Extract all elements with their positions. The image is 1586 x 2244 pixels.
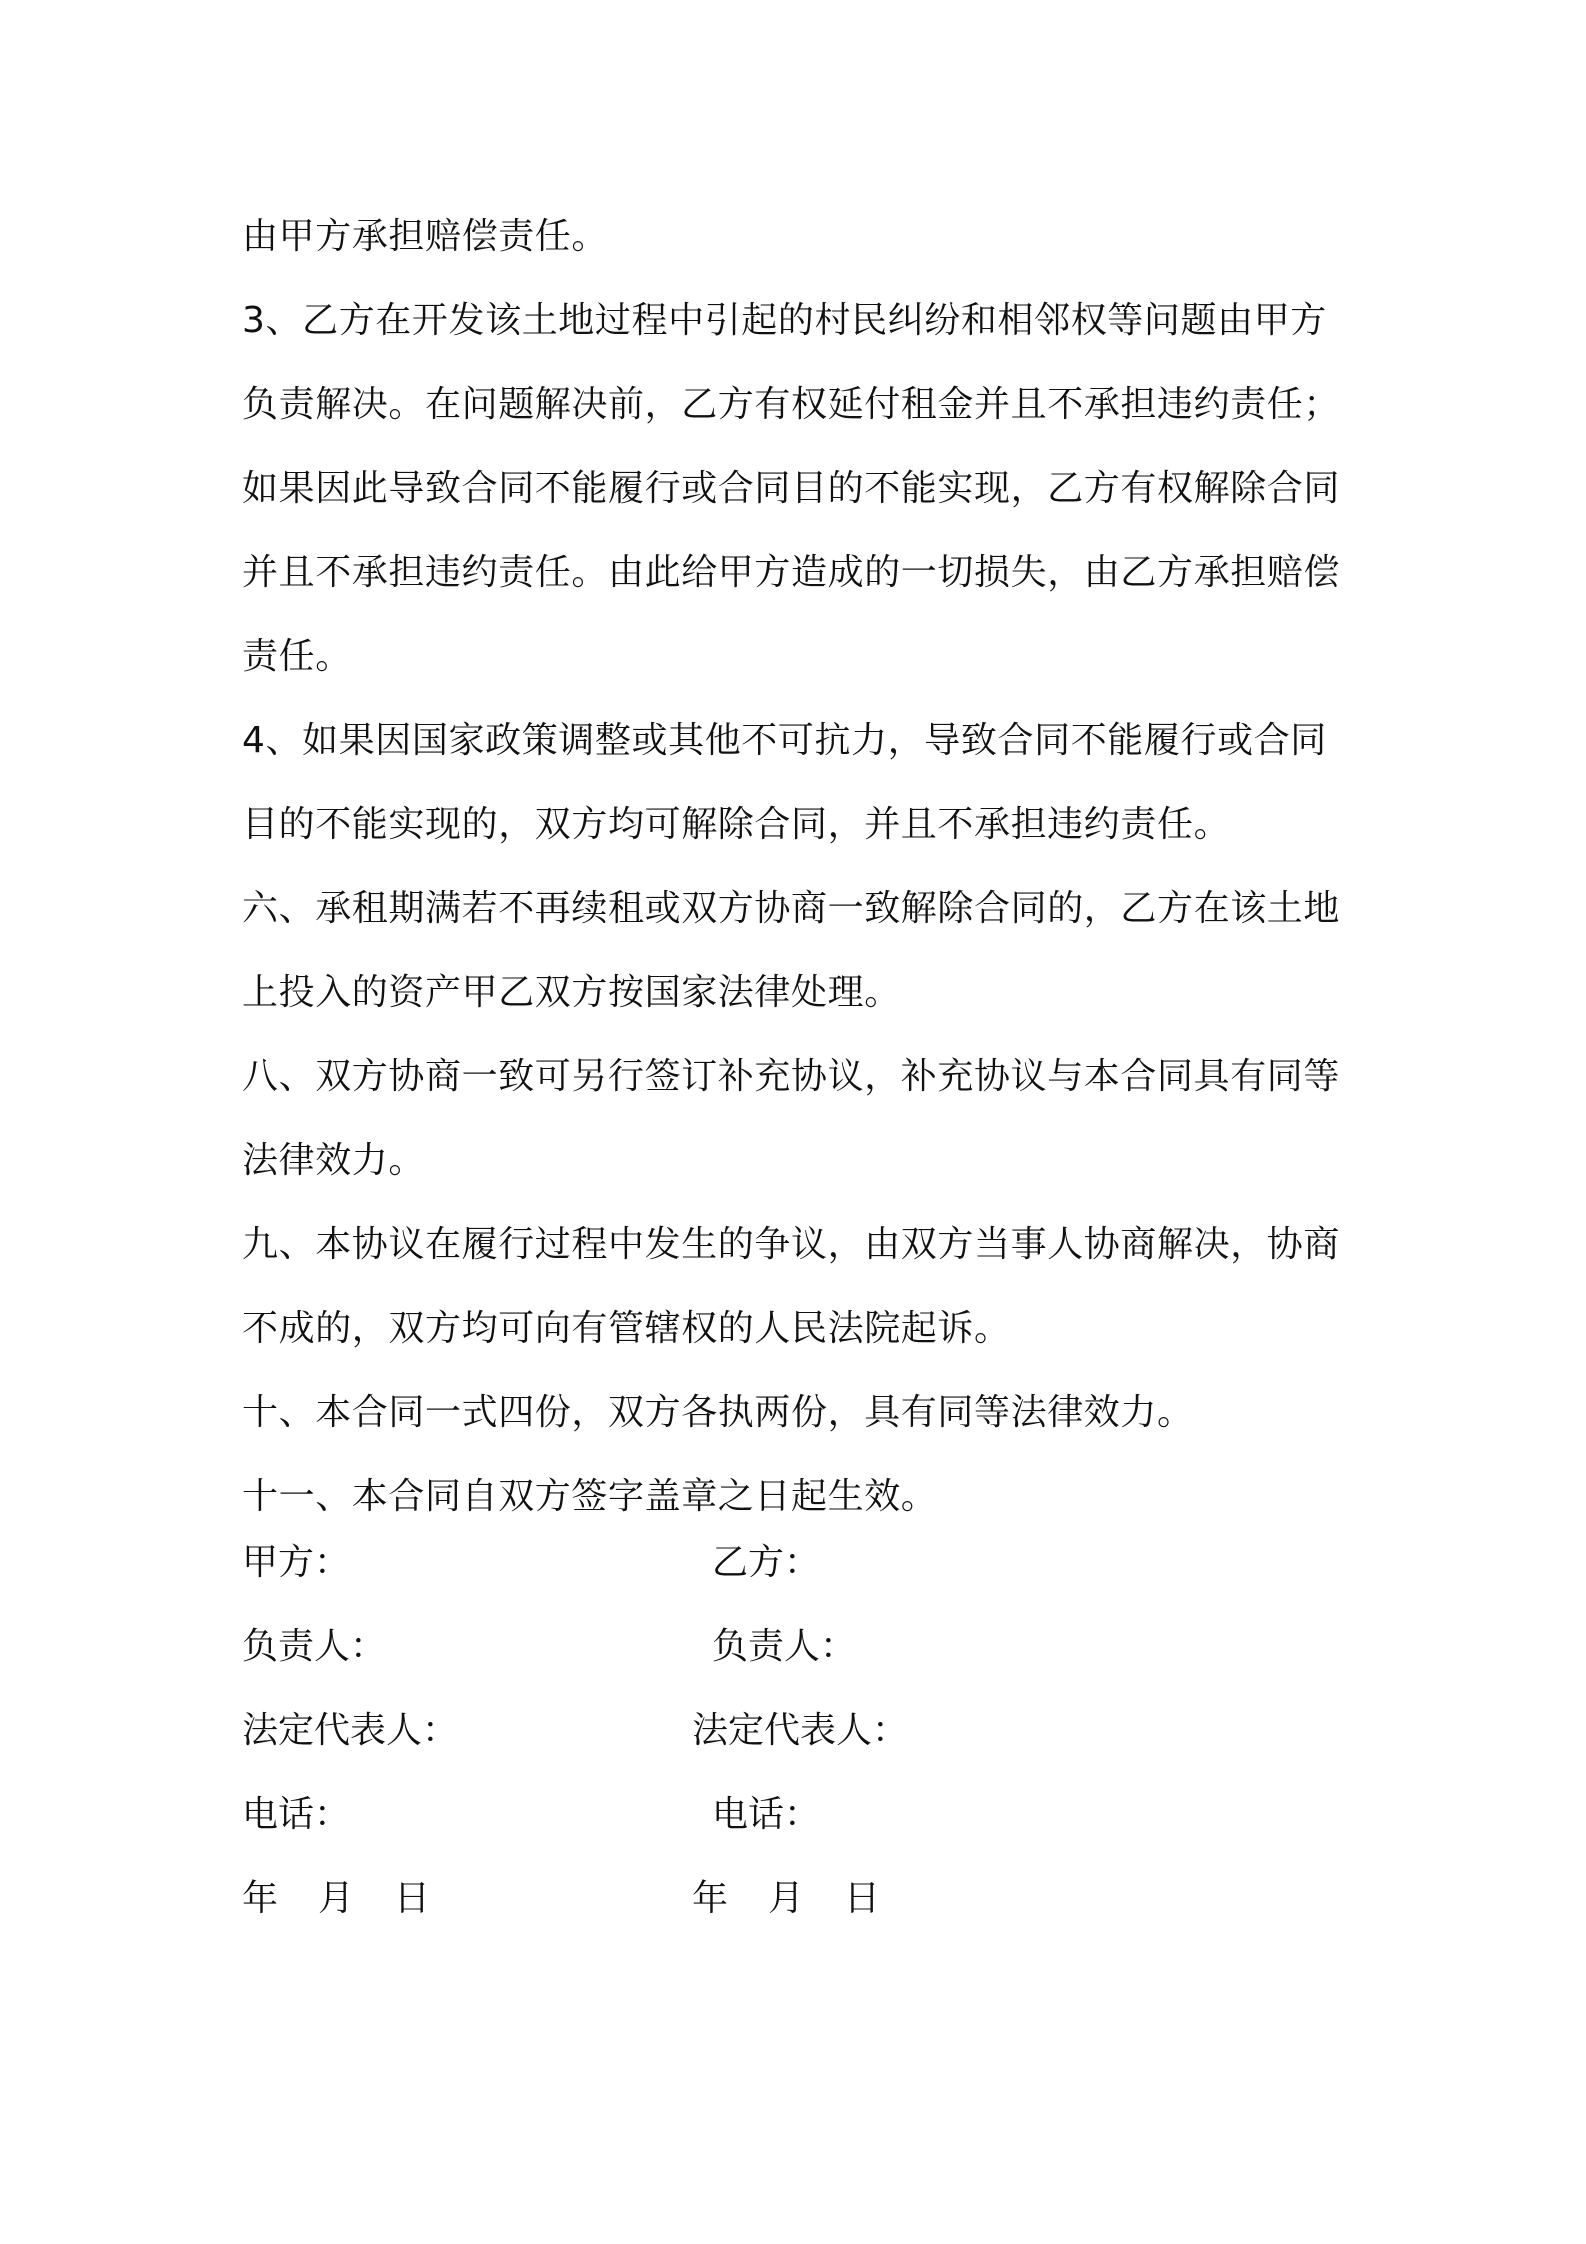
party-b-month-label: 月 <box>768 1878 805 1919</box>
party-a-month-label: 月 <box>318 1878 355 1919</box>
party-b-year-label: 年 <box>692 1878 729 1919</box>
signature-row-phone <box>242 1773 1352 1857</box>
signature-row-party <box>242 1521 1352 1605</box>
paragraph-clause-4: 4、如果因国家政策调整或其他不可抗力，导致合同不能履行或合同目的不能实现的，双方均可解除合同，并且不承担违约责任。 <box>242 720 1327 845</box>
party-b-responsible-label: 负责人： <box>712 1626 857 1667</box>
party-a-phone-label: 电话： <box>242 1794 351 1835</box>
contract-body <box>242 195 1352 1539</box>
paragraph-article-11: 十一、本合同自双方签字盖章之日起生效。 <box>242 1476 938 1517</box>
paragraph-article-9: 九、本协议在履行过程中发生的争议，由双方当事人协商解决，协商不成的，双方均可向有管辖权的人民法院起诉。 <box>242 1224 1341 1349</box>
signature-row-date <box>242 1857 1352 1941</box>
party-b-legal-rep-label: 法定代表人： <box>692 1710 909 1751</box>
party-b-day-label: 日 <box>844 1878 881 1919</box>
party-a-day-label: 日 <box>394 1878 431 1919</box>
party-a-responsible-label: 负责人： <box>242 1626 387 1667</box>
party-b-label: 乙方： <box>712 1542 821 1583</box>
signature-row-legal-rep <box>242 1689 1352 1773</box>
party-a-year-label: 年 <box>242 1878 279 1919</box>
paragraph-clause-3: 3、乙方在开发该土地过程中引起的村民纠纷和相邻权等问题由甲方负责解决。在问题解决前，乙方有权延付租金并且不承担违约责任；如果因此导致合同不能履行或合同目的不能实现，乙方有权解除合同并且不承担违约责任。由此给甲方造成的一切损失，由乙方承担赔偿责任。 <box>242 300 1341 677</box>
party-a-legal-rep-label: 法定代表人： <box>242 1710 459 1751</box>
paragraph-article-10: 十、本合同一式四份，双方各执两份，具有同等法律效力。 <box>242 1392 1194 1433</box>
party-a-date <box>242 1857 470 1941</box>
paragraph-article-8: 八、双方协商一致可另行签订补充协议，补充协议与本合同具有同等法律效力。 <box>242 1056 1341 1181</box>
paragraph-liability-continued: 由甲方承担赔偿责任。 <box>242 216 609 257</box>
signature-block <box>242 1521 1352 1941</box>
signature-row-responsible <box>242 1605 1352 1689</box>
party-b-date <box>692 1857 920 1941</box>
paragraph-article-6: 六、承租期满若不再续租或双方协商一致解除合同的，乙方在该土地上投入的资产甲乙双方按国家法律处理。 <box>242 888 1341 1013</box>
party-b-phone-label: 电话： <box>712 1794 821 1835</box>
party-a-label: 甲方： <box>242 1542 351 1583</box>
